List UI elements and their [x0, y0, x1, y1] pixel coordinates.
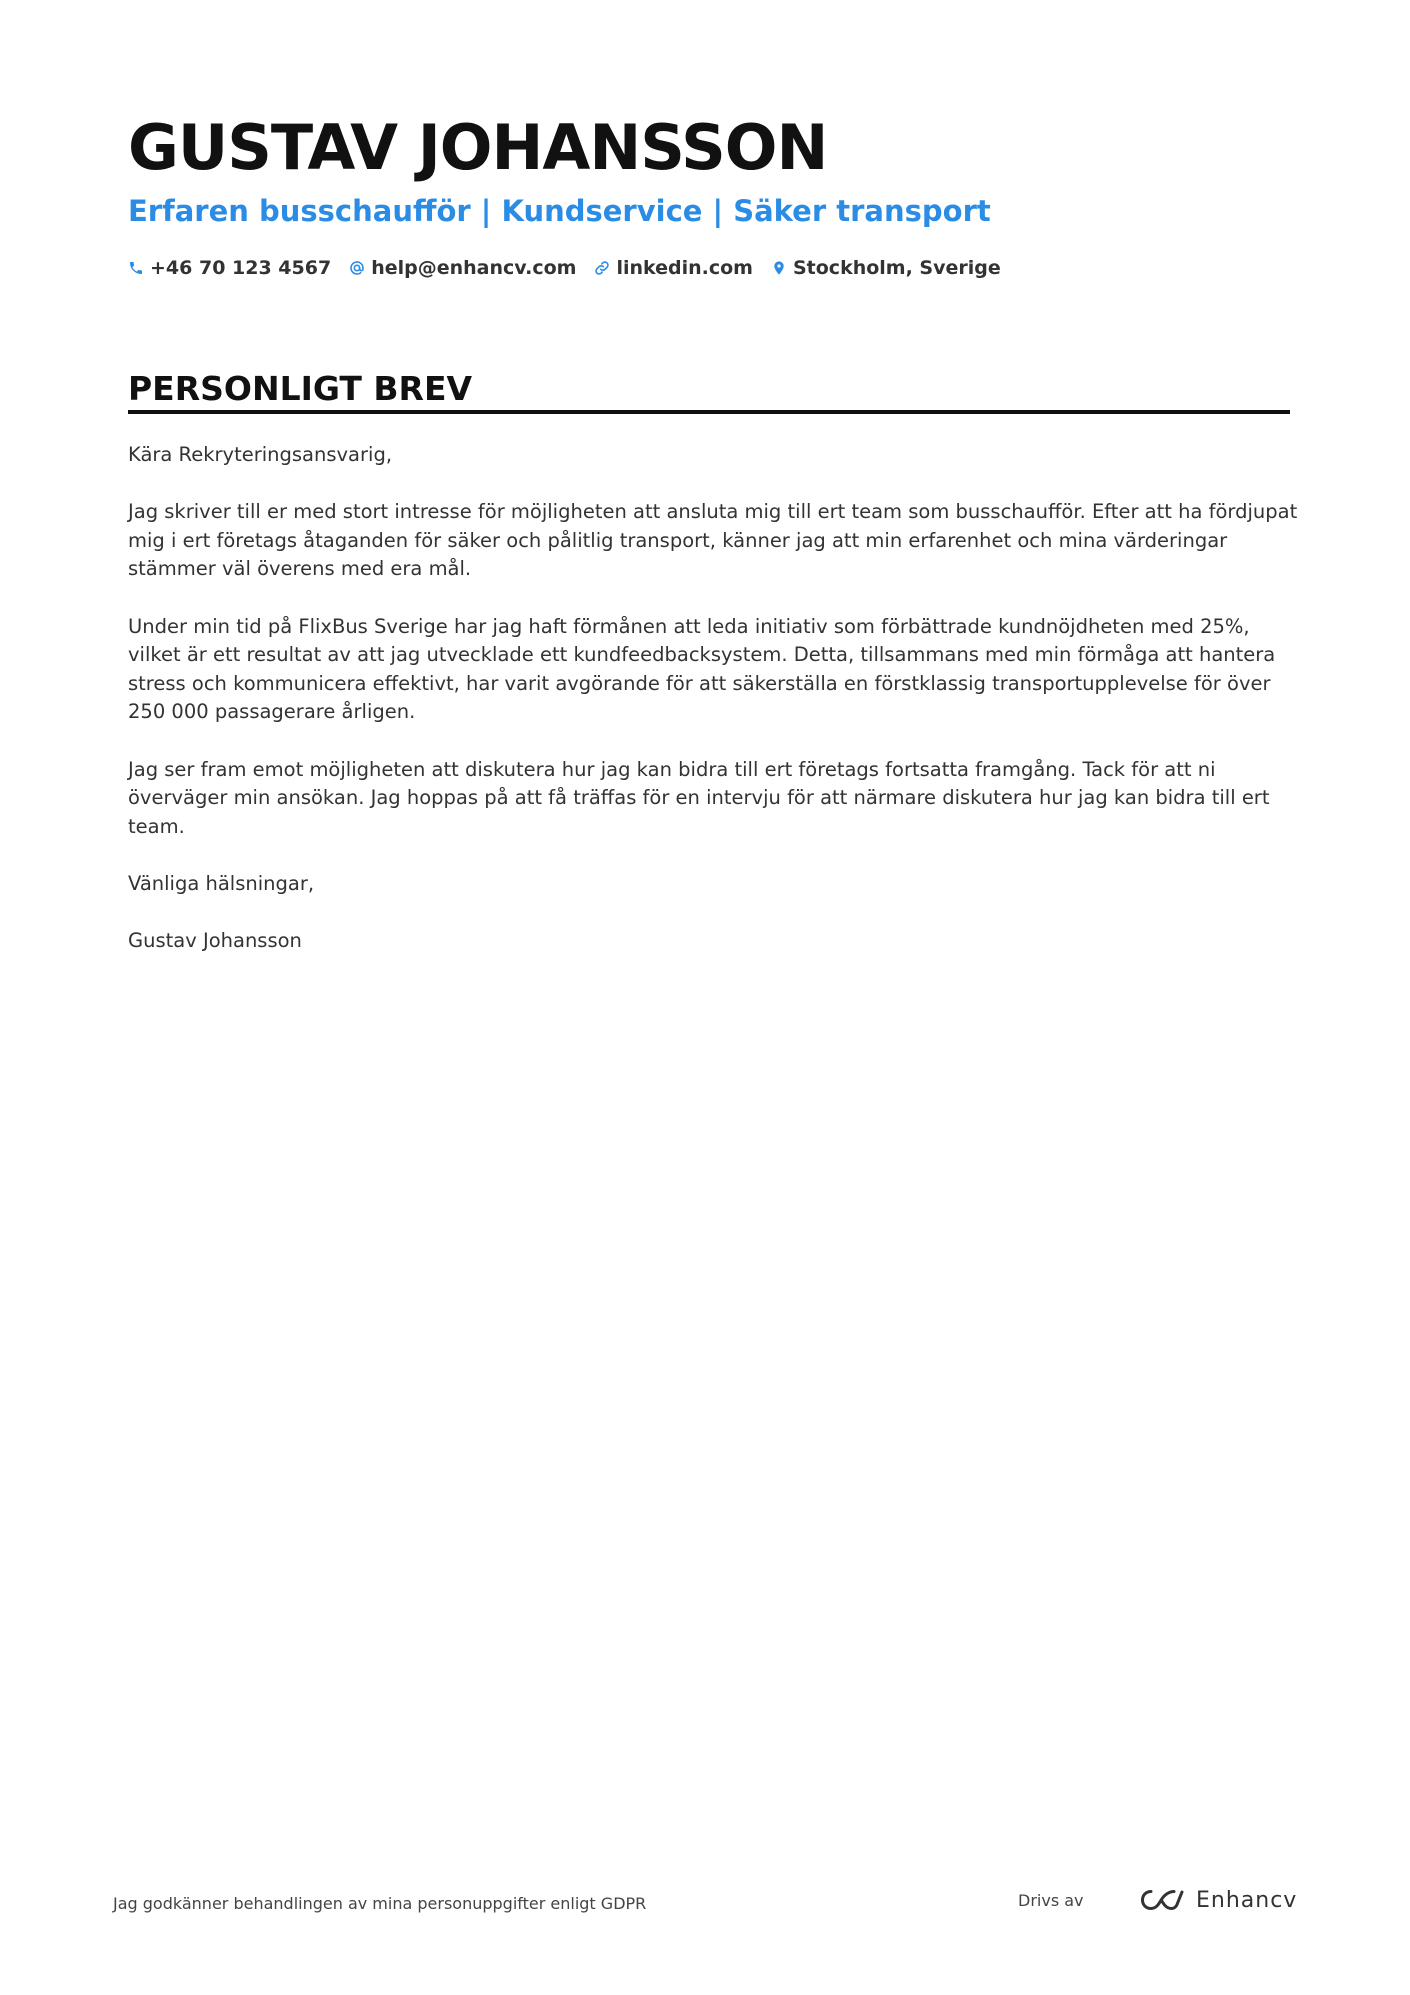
brand-name: Enhancv	[1196, 1887, 1298, 1913]
letter-paragraph: Jag ser fram emot möjligheten att diskutera hur jag kan bidra till ert företags fortsatta framgång. Tack för att ni överväger min ansökan. Jag hoppas på att få träffas för en intervju för att närmare diskutera hur jag kan bidra till ert team.	[128, 757, 1270, 838]
phone-text: +46 70 123 4567	[150, 257, 332, 279]
letter-greeting: Kära Rekryteringsansvarig,	[128, 443, 393, 466]
candidate-tagline: Erfaren busschaufför | Kundservice | Säker transport	[128, 194, 991, 228]
letter-signature: Gustav Johansson	[128, 929, 302, 953]
linkedin-text: linkedin.com	[616, 257, 753, 279]
contact-email[interactable]	[349, 257, 576, 279]
link-icon	[594, 260, 610, 276]
contact-phone	[128, 257, 331, 279]
letter-paragraph: Under min tid på FlixBus Sverige har jag haft förmånen att leda initiativ som förbättrade kundnöjdheten med 25%, vilket är ett resultat av att jag utvecklade ett kundfeedbacksystem. Detta, tillsammans med min förmåga att hantera stress och kommunicera effektivt, har varit avgörande för att säkerställa en förstklassig transportupplevelse för över 250 000 passagerare årligen.	[128, 614, 1276, 724]
email-text: help@enhancv.com	[371, 257, 577, 279]
letter-paragraph: Jag skriver till er med stort intresse för möjligheten att ansluta mig till ert team som busschaufför. Efter att ha fördjupat mig i ert företags åtaganden för säker och pålitlig transport, känner jag att min erfarenhet och mina värderingar stämmer väl överens med era mål.	[128, 500, 1298, 581]
contact-linkedin[interactable]	[594, 257, 753, 279]
contact-bar	[128, 253, 1001, 283]
location-text: Stockholm, Sverige	[792, 257, 1001, 279]
powered-by-label: Drivs av	[1018, 1891, 1084, 1910]
letter-body	[128, 441, 1298, 984]
section-title: PERSONLIGT BREV	[128, 369, 473, 408]
candidate-name: GUSTAV JOHANSSON	[128, 111, 828, 184]
phone-icon	[128, 260, 144, 276]
contact-location	[771, 257, 1001, 279]
at-icon	[349, 260, 365, 276]
enhancv-brand-link[interactable]	[1138, 1887, 1297, 1913]
enhancv-logo-icon	[1138, 1887, 1186, 1913]
gdpr-consent-text: Jag godkänner behandlingen av mina personuppgifter enligt GDPR	[113, 1894, 647, 1913]
map-pin-icon	[771, 259, 787, 277]
letter-closing: Vänliga hälsningar,	[128, 871, 315, 895]
section-divider	[128, 410, 1290, 414]
